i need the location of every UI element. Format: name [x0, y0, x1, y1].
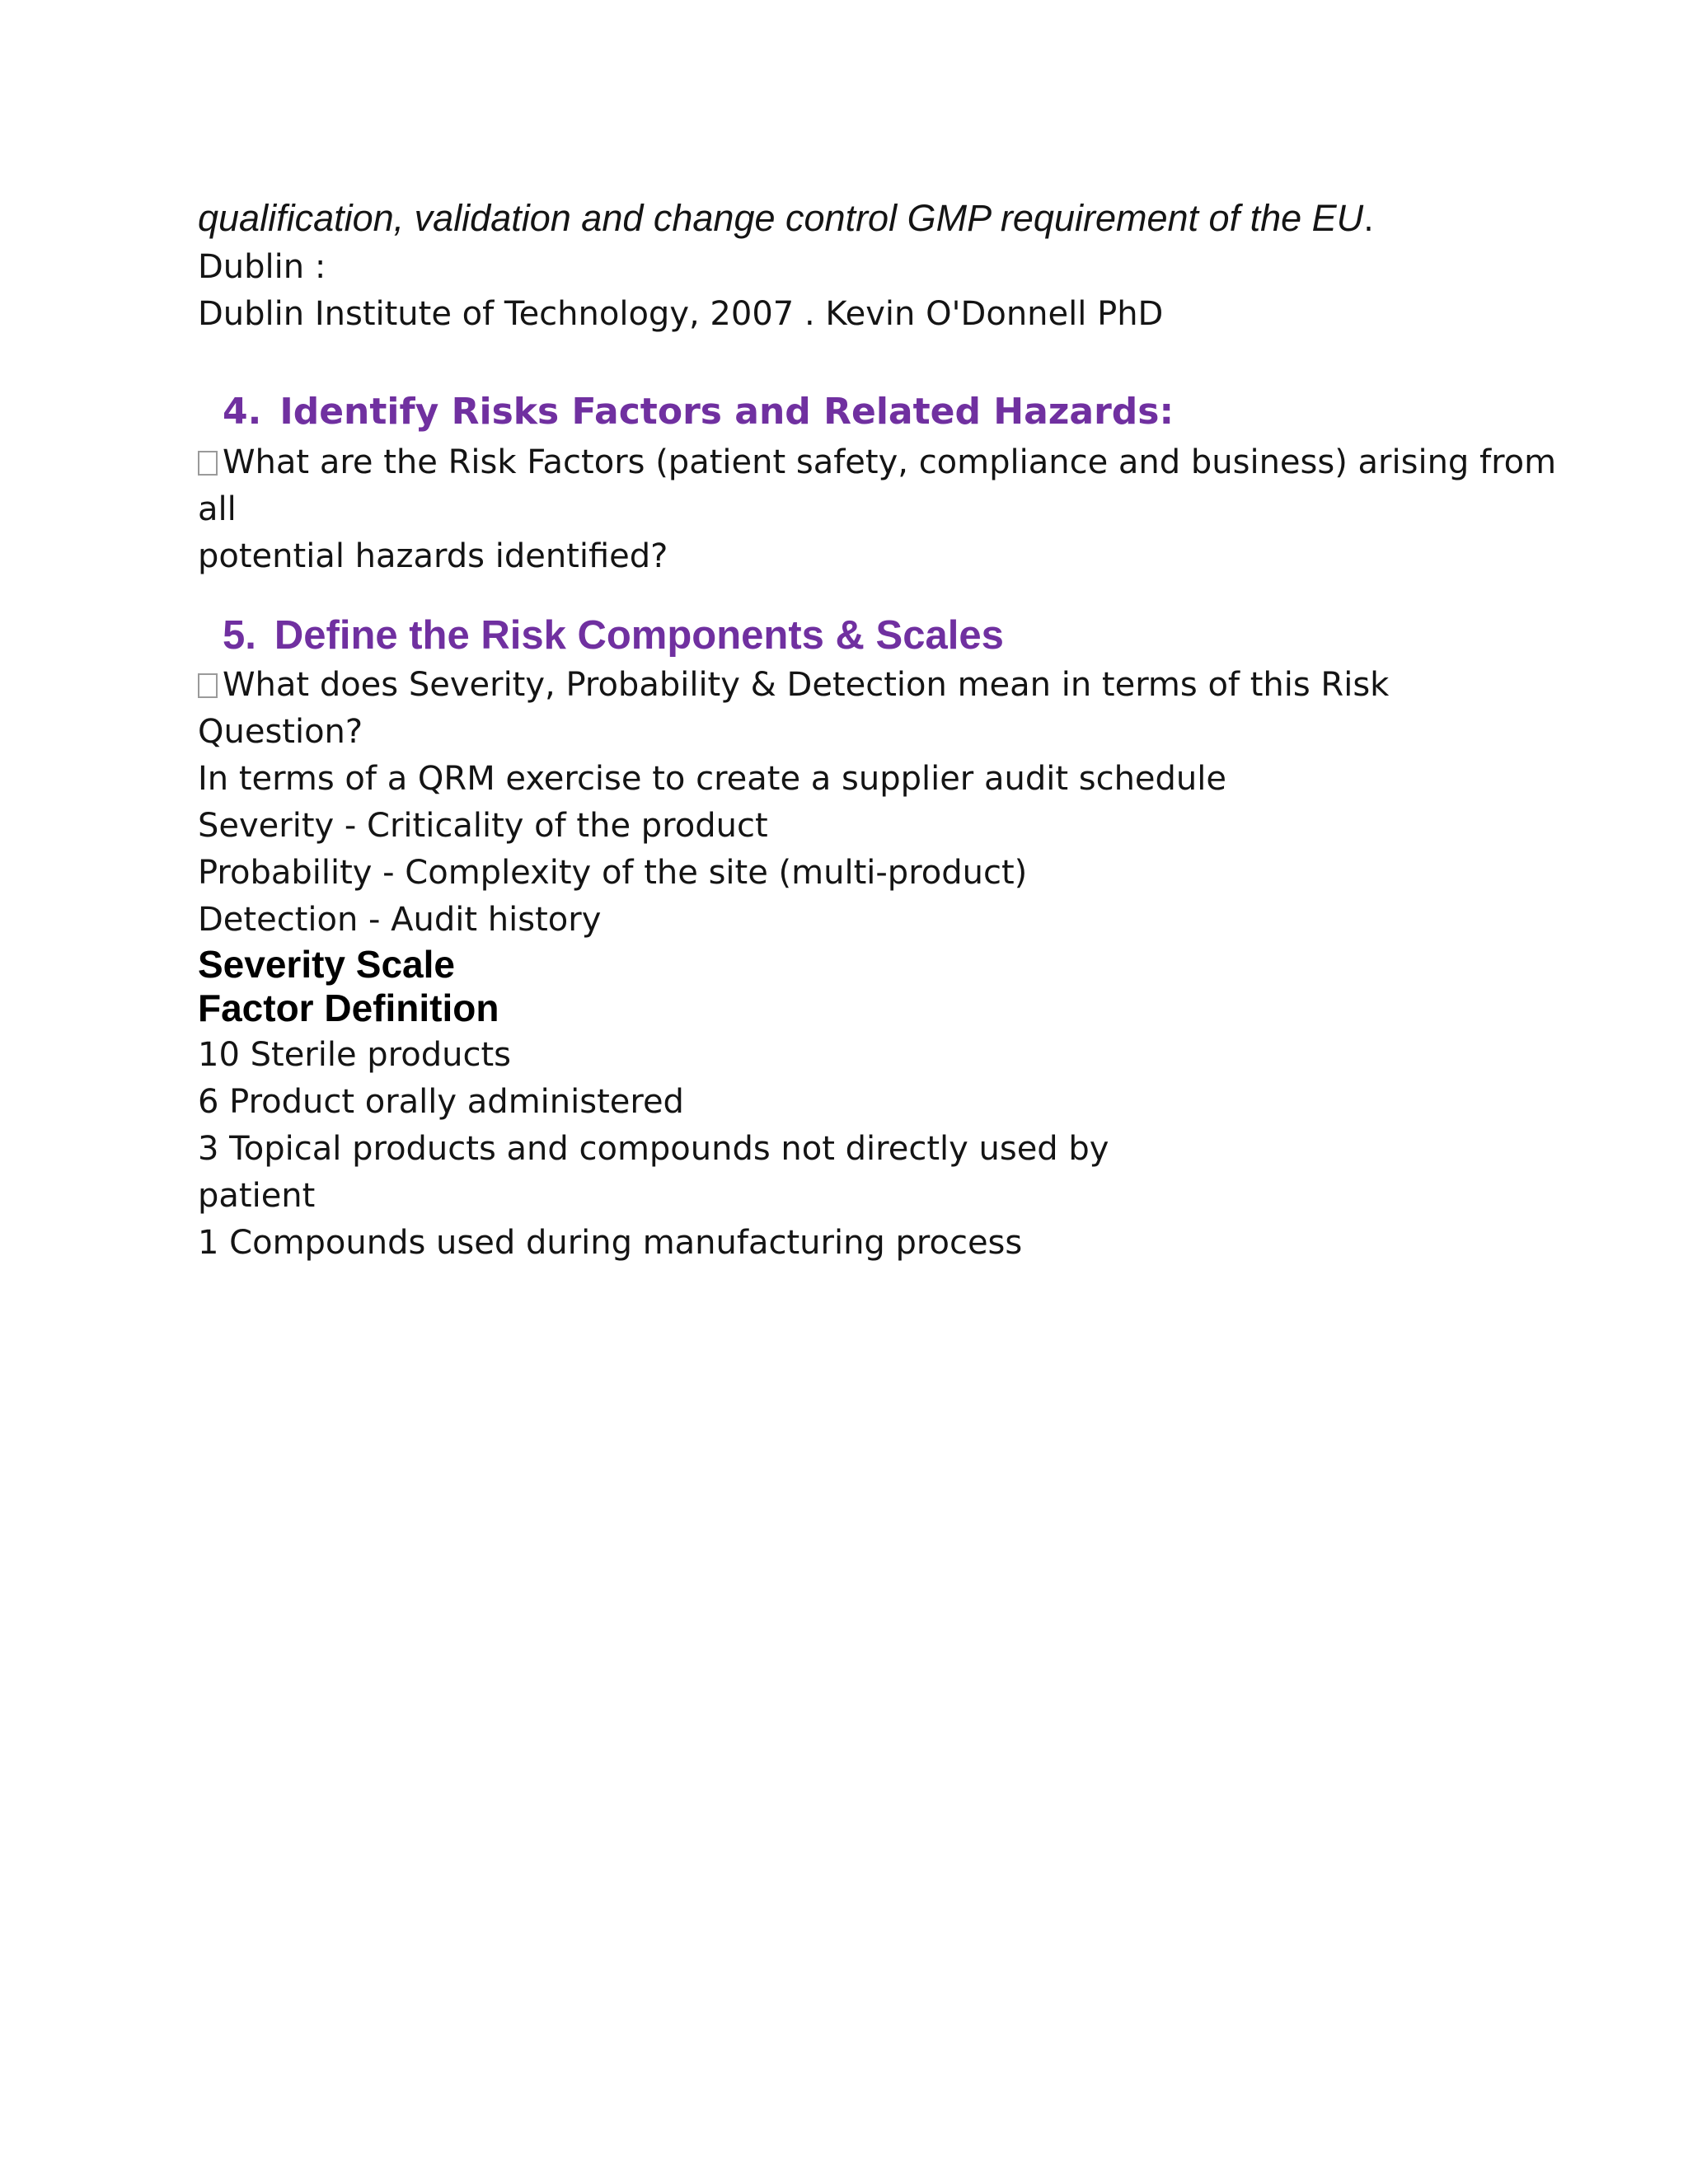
section-5-line-6: Detection - Audit history — [198, 901, 602, 939]
section-4-title: Identify Risks Factors and Related Hazards: — [279, 391, 1175, 433]
reference-publisher: Dublin Institute of Technology, 2007 . Kevin O'Donnell PhD — [198, 295, 1164, 333]
section-4-line-2: all — [198, 490, 237, 528]
section-5-line-4: Severity - Criticality of the product — [198, 807, 768, 845]
severity-scale-header: Factor Definition — [198, 987, 499, 1029]
section-4-line-1-text: What are the Risk Factors (patient safety, compliance and business) arising from — [223, 443, 1557, 481]
severity-row-4: patient — [198, 1177, 316, 1215]
section-5-heading — [223, 611, 1004, 660]
section-5-number: 5. — [223, 613, 256, 658]
severity-row-2: 6 Product orally administered — [198, 1083, 684, 1121]
reference-title-line — [198, 195, 1374, 243]
severity-row-3: 3 Topical products and compounds not directly used by — [198, 1130, 1109, 1168]
section-5-line-3: In terms of a QRM exercise to create a supplier audit schedule — [198, 760, 1226, 798]
section-5-line-5: Probability - Complexity of the site (multi-product) — [198, 854, 1028, 892]
section-4-number: 4. — [223, 391, 262, 433]
reference-place: Dublin : — [198, 248, 326, 286]
section-5-title: Define the Risk Components & Scales — [274, 613, 1004, 658]
section-4-line-3: potential hazards identified? — [198, 537, 668, 575]
section-4-line-1 — [198, 439, 1556, 485]
reference-title-end: . — [1363, 201, 1374, 239]
reference-title: qualification, validation and change control GMP requirement of the EU — [198, 197, 1364, 239]
section-5-line-2: Question? — [198, 713, 363, 751]
section-5-line-1-text: What does Severity, Probability & Detection mean in terms of this Risk — [223, 666, 1390, 704]
missing-glyph-box-icon — [198, 451, 218, 476]
severity-row-1: 10 Sterile products — [198, 1036, 511, 1074]
severity-scale-title: Severity Scale — [198, 943, 456, 986]
severity-row-5: 1 Compounds used during manufacturing process — [198, 1224, 1023, 1262]
missing-glyph-box-icon — [198, 673, 218, 698]
section-4-heading — [223, 387, 1174, 437]
section-5-line-1 — [198, 662, 1389, 708]
